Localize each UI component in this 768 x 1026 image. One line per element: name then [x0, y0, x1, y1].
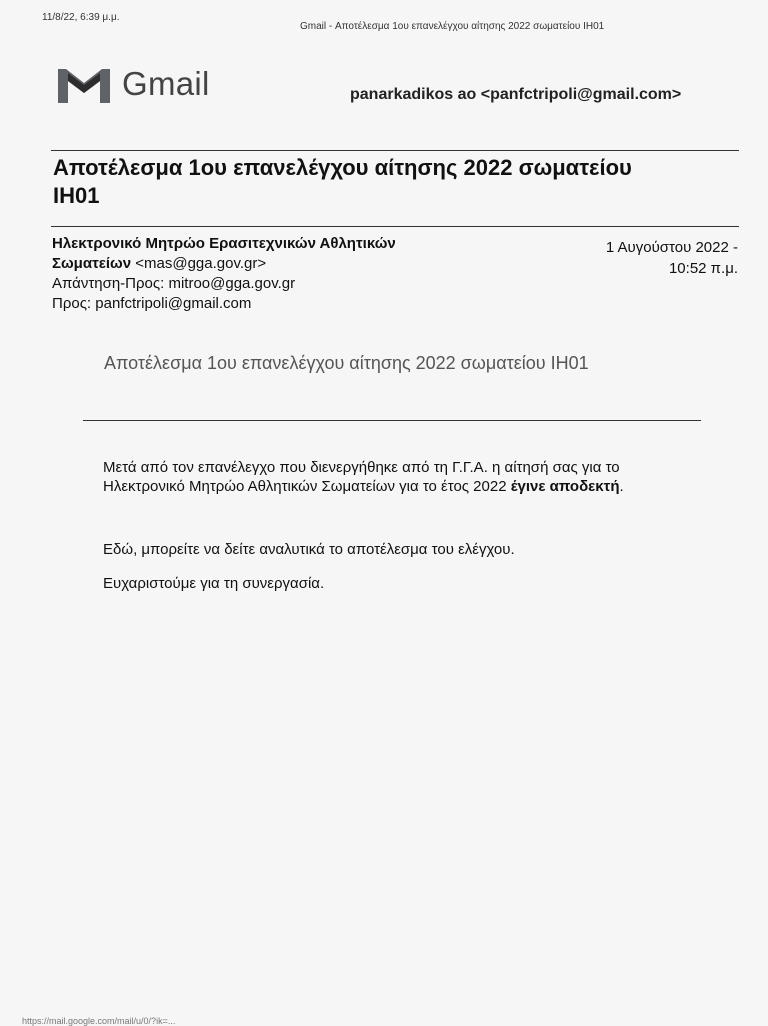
print-title: Gmail - Αποτέλεσμα 1ου επανελέγχου αίτησης 2022 σωματείου ΙΗ01	[300, 21, 605, 32]
body-paragraph-3: Ευχαριστούμε για τη συνεργασία.	[103, 575, 325, 592]
account-label: panarkadikos ao <panfctripoli@gmail.com>	[350, 86, 682, 103]
email-subject: Αποτέλεσμα 1ου επανελέγχου αίτησης 2022 σωματείου ΙΗ01	[53, 155, 632, 208]
divider	[51, 226, 739, 227]
email-date	[538, 237, 738, 279]
accepted-text: έγινε αποδεκτή	[510, 478, 620, 495]
gmail-logo-text: Gmail	[122, 65, 210, 102]
sender-block	[52, 234, 552, 314]
recipient: Προς: panfctripoli@gmail.com	[52, 295, 252, 312]
body-paragraph-1: Μετά από τον επανέλεγχο που διενεργήθηκε από τη Γ.Γ.Α. η αίτησή σας για το Ηλεκτρονικό Μητρώο Αθλητικών Σωματείων για το έτος 2022 έγινε αποδεκτή.	[103, 459, 624, 495]
email-time: 10:52 π.μ.	[668, 260, 738, 277]
print-footer-url: https://mail.google.com/mail/u/0/?ik=...	[22, 1016, 176, 1026]
print-date: 11/8/22, 6:39 μ.μ.	[42, 12, 120, 23]
sender-name-line1: Ηλεκτρονικό Μητρώο Ερασιτεχνικών Αθλητικών	[52, 235, 396, 252]
inner-title: Αποτέλεσμα 1ου επανελέγχου αίτησης 2022 σωματείου ΙΗ01	[104, 353, 589, 373]
gmail-m-icon	[56, 63, 112, 105]
sender-name-line2: Σωματείων <mas@gga.gov.gr>	[52, 255, 267, 272]
divider	[83, 420, 701, 421]
body-paragraph-2: Εδώ, μπορείτε να δείτε αναλυτικά το αποτέλεσμα του ελέγχου.	[103, 541, 515, 558]
sender-email: <mas@gga.gov.gr>	[135, 255, 267, 272]
reply-to: Απάντηση-Προς: mitroo@gga.gov.gr	[52, 275, 296, 292]
divider	[51, 150, 739, 151]
gmail-logo	[56, 62, 236, 106]
email-date-line1: 1 Αυγούστου 2022 -	[605, 239, 738, 256]
